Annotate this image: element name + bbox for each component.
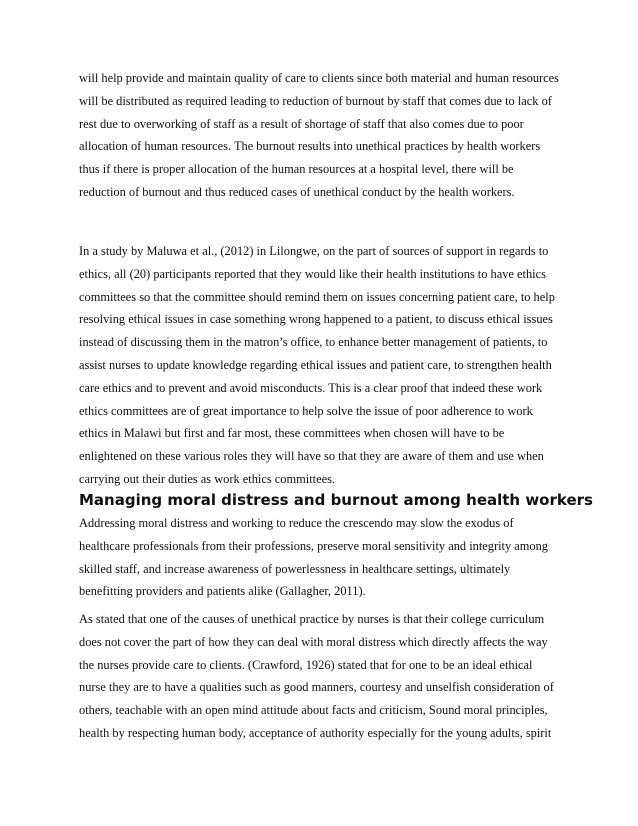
paragraph-burnout-allocation — [79, 67, 579, 204]
text-line: rest due to overworking of staff as a result of shortage of staff that also comes due to poor — [79, 116, 524, 131]
text-line: instead of discussing them in the matron’s office, to enhance better management of patients, to — [79, 335, 548, 350]
text-line: healthcare professionals from their professions, preserve moral sensitivity and integrity among — [79, 538, 548, 553]
text-line: care ethics and to prevent and avoid misconducts. This is a clear proof that indeed these work — [79, 380, 543, 395]
text-line: Addressing moral distress and working to reduce the crescendo may slow the exodus of — [79, 516, 514, 530]
text-line: ethics committees are of great importance to help solve the issue of poor adherence to work — [79, 403, 533, 418]
text-line: others, teachable with an open mind attitude about facts and criticism, Sound moral principles, — [79, 703, 548, 718]
paragraph-curriculum — [79, 608, 579, 745]
text-line: ethics, all (20) participants reported that they would like their health institutions to have ethics — [79, 266, 546, 281]
text-line: will help provide and maintain quality of care to clients since both material and human resources — [79, 71, 559, 85]
text-line: health by respecting human body, acceptance of authority especially for the young adults, spirit — [79, 725, 552, 740]
text-line: reduction of burnout and thus reduced cases of unethical conduct by the health workers. — [79, 184, 515, 199]
text-line: carrying out their duties as work ethics committees. — [79, 471, 336, 486]
paragraph-ethics-committees — [79, 240, 579, 491]
text-line: nurse they are to have a qualities such as good manners, courtesy and unselfish consideration of — [79, 680, 554, 695]
text-line: benefitting providers and patients alike (Gallagher, 2011). — [79, 584, 366, 599]
text-line: assist nurses to update knowledge regarding ethical issues and patient care, to strengthen health — [79, 357, 552, 372]
paragraph-moral-distress — [79, 512, 579, 603]
text-line: thus if there is proper allocation of the human resources at a hospital level, there will be — [79, 162, 514, 177]
text-line: will be distributed as required leading to reduction of burnout by staff that comes due to lack of — [79, 93, 552, 108]
text-line: As stated that one of the causes of unethical practice by nurses is that their college curriculum — [79, 612, 545, 626]
text-line: skilled staff, and increase awareness of powerlessness in healthcare settings, ultimately — [79, 561, 511, 576]
text-line: resolving ethical issues in case something wrong happened to a patient, to discuss ethical issues — [79, 312, 553, 327]
text-line: does not cover the part of how they can deal with moral distress which directly affects the way — [79, 634, 548, 649]
section-heading: Managing moral distress and burnout among health workers — [79, 491, 593, 509]
text-line: enlightened on these various roles they will have so that they are aware of them and use when — [79, 449, 544, 464]
text-line: In a study by Maluwa et al., (2012) in Lilongwe, on the part of sources of support in regards to — [79, 244, 549, 258]
text-line: the nurses provide care to clients. (Crawford, 1926) stated that for one to be an ideal ethical — [79, 657, 533, 672]
text-line: allocation of human resources. The burnout results into unethical practices by health workers — [79, 139, 541, 154]
text-line: ethics in Malawi but first and far most, these committees when chosen will have to be — [79, 426, 505, 441]
text-line: committees so that the committee should remind them on issues concerning patient care, to help — [79, 289, 555, 304]
